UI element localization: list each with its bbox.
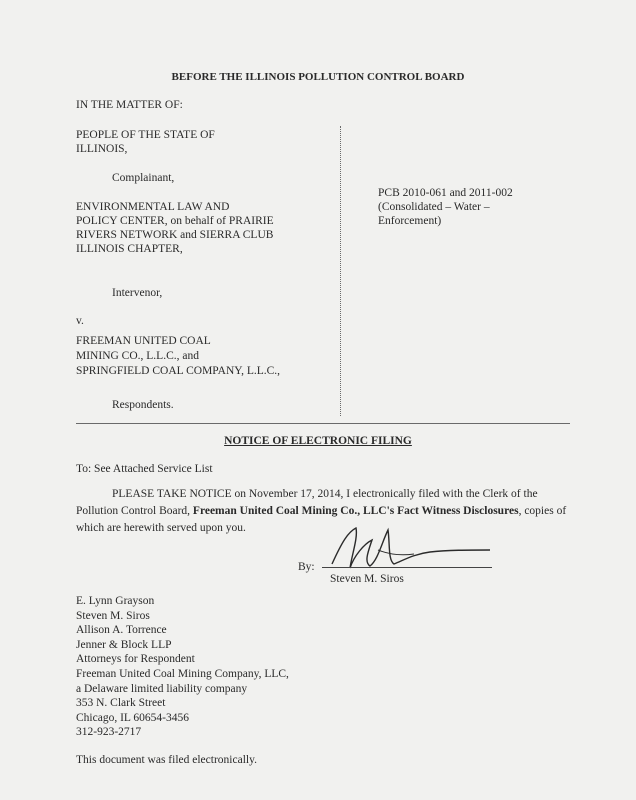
- notice-text-part-1: PLEASE TAKE NOTICE on November 17, 2014, I electronically filed with the Clerk of the Pollution Control Board,: [76, 488, 538, 517]
- attorney-line: a Delaware limited liability company: [76, 682, 248, 695]
- respondents-line-1: FREEMAN UNITED COAL: [76, 335, 211, 347]
- handwritten-signature: [318, 520, 498, 578]
- court-heading: BEFORE THE ILLINOIS POLLUTION CONTROL BOARD: [171, 71, 465, 83]
- respondents-role: Respondents.: [112, 399, 174, 411]
- footer-note: This document was filed electronically.: [76, 754, 257, 766]
- attorney-line: Jenner & Block LLP: [76, 638, 172, 651]
- attorney-block: [76, 594, 289, 740]
- attorney-line: Allison A. Torrence: [76, 624, 167, 637]
- respondents-line-2: MINING CO., L.L.C., and: [76, 350, 199, 362]
- notice-text-part-3: , copies of which are herewith served upon you.: [76, 505, 567, 534]
- attorney-line: Steven M. Siros: [76, 609, 150, 622]
- caption-divider: [340, 126, 341, 416]
- complainant-role: Complainant,: [112, 172, 175, 184]
- complainant-line-1: PEOPLE OF THE STATE OF: [76, 129, 215, 141]
- case-number-line-1: PCB 2010-061 and 2011-002: [378, 187, 513, 199]
- attorney-line: Chicago, IL 60654-3456: [76, 711, 189, 724]
- signature-line: [322, 567, 492, 568]
- attorney-line: E. Lynn Grayson: [76, 595, 155, 607]
- attorney-line: Freeman United Coal Mining Company, LLC,: [76, 667, 289, 680]
- attorney-line: Attorneys for Respondent: [76, 653, 195, 666]
- intervenor-line-3: RIVERS NETWORK and SIERRA CLUB: [76, 229, 274, 241]
- attorney-line: 312-923-2717: [76, 726, 142, 739]
- intervenor-role: Intervenor,: [112, 287, 163, 299]
- in-the-matter-label: IN THE MATTER OF:: [76, 99, 183, 111]
- complainant-line-2: ILLINOIS,: [76, 143, 128, 155]
- filed-document-title: Freeman United Coal Mining Co., LLC's Fact Witness Disclosures: [192, 505, 519, 517]
- to-line: To: See Attached Service List: [76, 463, 213, 475]
- intervenor-line-4: ILLINOIS CHAPTER,: [76, 243, 183, 255]
- notice-title: NOTICE OF ELECTRONIC FILING: [224, 435, 412, 447]
- signer-name: Steven M. Siros: [330, 573, 404, 585]
- intervenor-line-1: ENVIRONMENTAL LAW AND: [76, 201, 230, 213]
- case-number-line-3: Enforcement): [378, 215, 442, 227]
- versus-label: v.: [76, 315, 84, 327]
- intervenor-line-2: POLICY CENTER, on behalf of PRAIRIE: [76, 215, 274, 227]
- section-rule: [76, 423, 570, 424]
- respondents-line-3: SPRINGFIELD COAL COMPANY, L.L.C.,: [76, 365, 281, 377]
- case-number-line-2: (Consolidated – Water –: [378, 201, 490, 213]
- by-label: By:: [298, 561, 315, 573]
- attorney-line: 353 N. Clark Street: [76, 697, 166, 710]
